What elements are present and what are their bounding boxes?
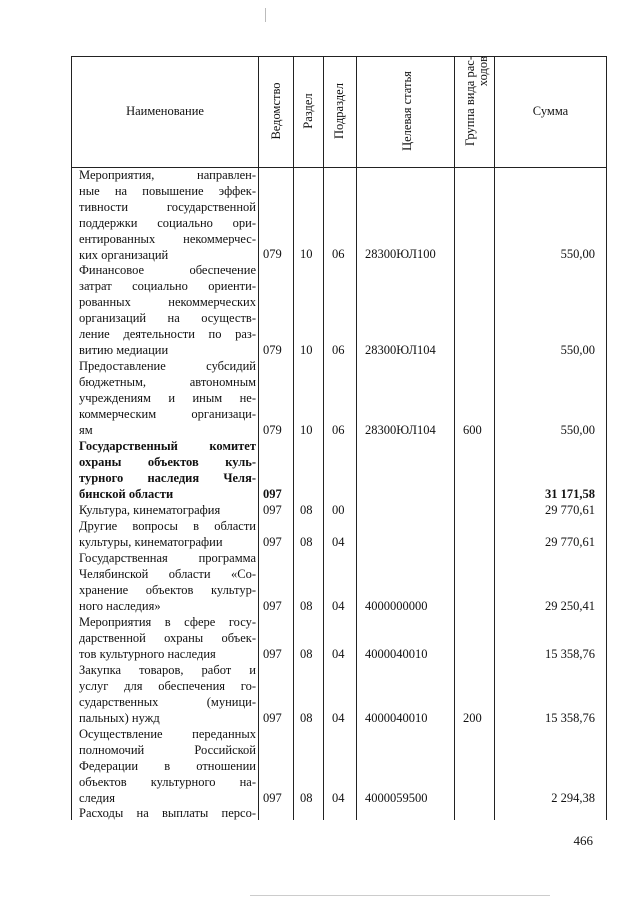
cell-tselevaya: 28300ЮЛ100: [365, 247, 436, 261]
col-border: [258, 56, 259, 820]
col-border: [454, 56, 455, 820]
table-row-name: Предоставление субсидий бюджетным, автономным учреждениям и иным не- коммерческим организаци- ям: [79, 359, 256, 437]
header-vedomstvo: Ведомство: [269, 82, 283, 140]
table-row-name: Государственная программа Челябинской области «Со- хранение объектов культур- ного наследия»: [79, 551, 256, 613]
cell-podrazdel: 04: [332, 711, 345, 725]
cell-podrazdel: 00: [332, 503, 345, 517]
header-summa: Сумма: [532, 104, 569, 118]
cell-summa: 15 358,76: [545, 711, 595, 725]
table-row-name: Культура, кинематография: [79, 503, 221, 517]
scan-edge-line: [250, 895, 550, 896]
cell-tselevaya: 4000059500: [365, 791, 428, 805]
scan-mark: [265, 8, 266, 22]
cell-podrazdel: 04: [332, 647, 345, 661]
cell-vedomstvo: 097: [263, 711, 282, 725]
cell-razdel: 08: [300, 711, 313, 725]
table-row-name: Закупка товаров, работ и услуг для обеспечения го- сударственных (муници- пальных) нужд: [79, 663, 256, 725]
cell-razdel: 08: [300, 791, 313, 805]
cell-vedomstvo: 079: [263, 343, 282, 357]
cell-summa: 15 358,76: [545, 647, 595, 661]
cell-tselevaya: 4000040010: [365, 647, 428, 661]
col-border: [606, 56, 607, 820]
cell-podrazdel: 04: [332, 535, 345, 549]
cell-razdel: 10: [300, 343, 313, 357]
cell-summa: 29 250,41: [545, 599, 595, 613]
cell-vedomstvo: 097: [263, 599, 282, 613]
cell-summa: 550,00: [560, 423, 595, 437]
col-border: [71, 56, 72, 820]
page-number: 466: [573, 833, 593, 848]
cell-vedomstvo: 097: [263, 487, 282, 501]
header-gruppa-line2: ходов: [476, 56, 490, 87]
cell-razdel: 08: [300, 599, 313, 613]
cell-summa: 2 294,38: [551, 791, 595, 805]
cell-summa: 550,00: [560, 247, 595, 261]
table-row-name: Государственный комитет охраны объектов куль- турного наследия Челя- бинской области: [79, 439, 256, 501]
header-tselevaya: Целевая статья: [400, 71, 414, 151]
cell-podrazdel: 04: [332, 791, 345, 805]
col-border: [293, 56, 294, 820]
table-row-name: Расходы на выплаты персо-: [79, 806, 256, 820]
cell-gruppa: 200: [463, 711, 482, 725]
header-gruppa-line1: Группа вида рас-: [463, 56, 477, 146]
header-name: Наименование: [126, 104, 204, 118]
cell-tselevaya: 4000040010: [365, 711, 428, 725]
header-razdel: Раздел: [301, 93, 315, 129]
cell-podrazdel: 06: [332, 247, 345, 261]
cell-tselevaya: 4000000000: [365, 599, 428, 613]
header-gruppa: [455, 57, 494, 167]
cell-podrazdel: 06: [332, 343, 345, 357]
cell-podrazdel: 06: [332, 423, 345, 437]
cell-tselevaya: 28300ЮЛ104: [365, 423, 436, 437]
cell-vedomstvo: 079: [263, 423, 282, 437]
col-border: [323, 56, 324, 820]
header-podrazdel: Подраздел: [332, 83, 346, 139]
cell-podrazdel: 04: [332, 599, 345, 613]
cell-summa: 31 171,58: [545, 487, 595, 501]
cell-summa: 29 770,61: [545, 535, 595, 549]
col-border: [356, 56, 357, 820]
cell-vedomstvo: 079: [263, 247, 282, 261]
cell-summa: 550,00: [560, 343, 595, 357]
table-top-border: [71, 56, 607, 57]
table-row-name: Мероприятия в сфере госу- дарственной охраны объек- тов культурного наследия: [79, 615, 256, 661]
cell-summa: 29 770,61: [545, 503, 595, 517]
table-row-name: Мероприятия, направлен- ные на повышение эффек- тивности государственной поддержки социально ори- ентированных некоммерчес- ких организаций: [79, 168, 256, 262]
table-row-name: Другие вопросы в области культуры, кинематографии: [79, 519, 256, 549]
table-row-name: Финансовое обеспечение затрат социально ориенти- рованных некоммерческих организаций на осуществ- ление деятельности по раз- витию медиации: [79, 263, 256, 357]
cell-razdel: 08: [300, 503, 313, 517]
cell-razdel: 10: [300, 247, 313, 261]
cell-vedomstvo: 097: [263, 647, 282, 661]
cell-razdel: 10: [300, 423, 313, 437]
cell-vedomstvo: 097: [263, 791, 282, 805]
cell-tselevaya: 28300ЮЛ104: [365, 343, 436, 357]
cell-razdel: 08: [300, 647, 313, 661]
cell-gruppa: 600: [463, 423, 482, 437]
table-row-name: Осуществление переданных полномочий Российской Федерации в отношении объектов культурного на- следия: [79, 727, 256, 805]
cell-vedomstvo: 097: [263, 503, 282, 517]
cell-razdel: 08: [300, 535, 313, 549]
cell-vedomstvo: 097: [263, 535, 282, 549]
